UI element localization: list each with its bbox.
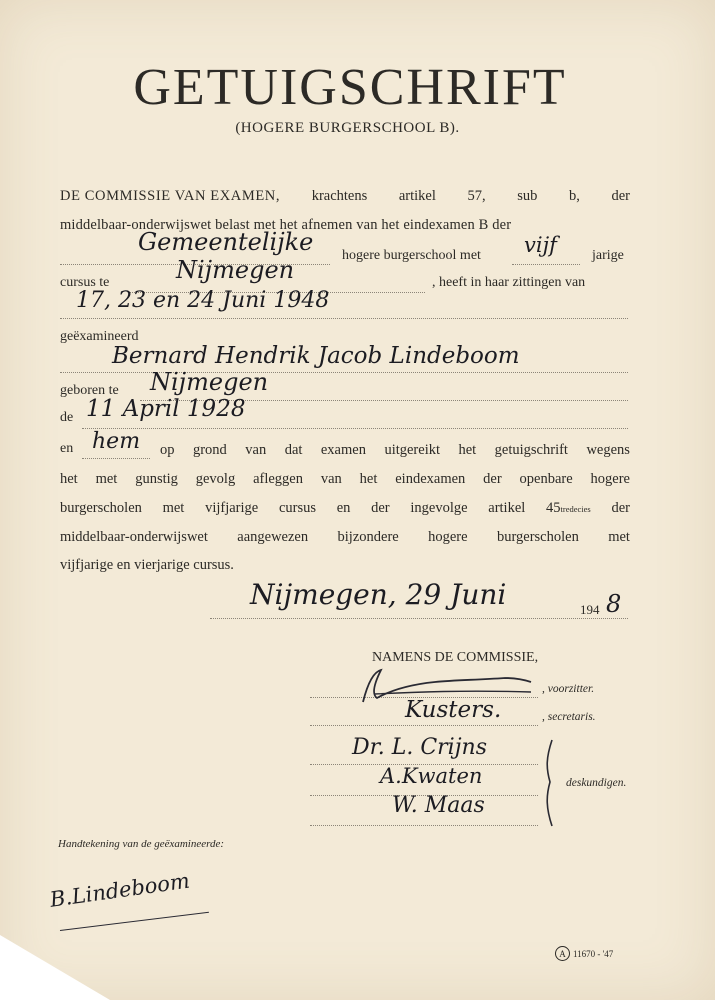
word: van	[245, 442, 267, 458]
word: het	[458, 442, 477, 458]
text-line-2: middelbaar-onderwijswet belast met het afnemen van het eindexamen B der	[60, 217, 512, 233]
handwritten-birthplace: Nijmegen	[150, 368, 269, 396]
word: middelbaar-onderwijswet	[60, 529, 208, 545]
document-title: GETUIGSCHRIFT	[133, 59, 567, 116]
commission-heading: DE COMMISSIE VAN EXAMEN,	[60, 188, 281, 204]
word: met	[95, 471, 118, 487]
word: het	[60, 471, 78, 487]
word: hogere	[428, 529, 468, 545]
candidate-signature: B.Lindeboom	[48, 868, 192, 912]
word: artikel	[398, 188, 436, 204]
word: cursus	[278, 500, 316, 516]
word: burgerscholen	[60, 500, 142, 516]
word: getuigschrift	[494, 442, 568, 458]
text-line-en-rest	[160, 442, 630, 459]
printed-year: 194	[580, 602, 600, 617]
word: der	[611, 188, 630, 204]
word: met	[162, 500, 185, 516]
fill-line	[512, 264, 580, 265]
word: der	[371, 500, 390, 516]
candidate-signature-label: Handtekening van de geëxamineerde:	[58, 838, 225, 850]
word: vijfjarige	[205, 500, 259, 516]
expert-signature-1: Dr. L. Crijns	[352, 735, 487, 760]
text-line-4-end: , heeft in haar zittingen van	[432, 275, 586, 290]
on-behalf-label: NAMENS DE COMMISSIE,	[372, 650, 539, 665]
word: der	[611, 500, 630, 516]
publisher-mark-icon: A	[555, 946, 570, 961]
word: en	[336, 500, 351, 516]
handwritten-pronoun: hem	[92, 429, 141, 454]
date-label: de	[60, 410, 74, 425]
expert-signature-2: A.Kwaten	[380, 764, 483, 788]
word: krachtens	[311, 188, 368, 204]
expert-signature-3: W. Maas	[392, 793, 485, 818]
word: aangewezen	[237, 529, 309, 545]
text-line-1	[60, 188, 630, 205]
text-line-12	[60, 529, 630, 546]
word: openbare	[519, 471, 573, 487]
word: burgerscholen	[496, 529, 579, 545]
handwritten-years: vijf	[524, 233, 557, 257]
text-line-3-end: jarige	[592, 248, 624, 263]
handwritten-issue-place-date: Nijmegen, 29 Juni	[250, 578, 507, 611]
word: ingevolge	[410, 500, 468, 516]
word: dat	[284, 442, 303, 458]
chair-label: , voorzitter.	[542, 683, 595, 695]
article-reference	[546, 500, 591, 517]
form-code	[555, 946, 613, 961]
word: examen	[320, 442, 366, 458]
word: 57,	[467, 188, 486, 204]
folded-corner	[0, 935, 110, 1000]
signature-line-expert-3	[310, 825, 538, 826]
form-code-text: 11670 - '47	[573, 948, 614, 959]
handwritten-birthdate: 11 April 1928	[86, 396, 246, 422]
word: hogere	[590, 471, 630, 487]
word: b,	[568, 188, 580, 204]
word: op	[160, 442, 175, 458]
signature-line-secretary	[310, 725, 538, 726]
word: uitgereikt	[384, 442, 441, 458]
handwritten-school-type: Gemeentelijke	[138, 228, 314, 256]
word: bijzondere	[337, 529, 399, 545]
text-line-11	[60, 500, 630, 517]
experts-bracket	[540, 738, 560, 828]
word: met	[608, 529, 630, 545]
document-subtitle: (HOGERE BURGERSCHOOL B).	[235, 120, 460, 136]
fill-line	[82, 428, 628, 429]
word: van	[320, 471, 342, 487]
examined-label: geëxamineerd	[60, 329, 139, 344]
fill-line	[60, 372, 628, 373]
secretary-label: , secretaris.	[542, 711, 596, 723]
word: grond	[192, 442, 227, 458]
text-line-3: hogere burgerschool met	[342, 248, 481, 263]
experts-label: deskundigen.	[566, 777, 627, 789]
article-number: 45	[546, 500, 561, 516]
article-suffix: tredecies	[560, 504, 591, 514]
word: artikel	[488, 500, 526, 516]
handwritten-year-digit: 8	[606, 590, 622, 618]
word: der	[483, 471, 502, 487]
secretary-signature: Kusters.	[405, 697, 502, 723]
word: afleggen	[253, 471, 303, 487]
word: het	[359, 471, 378, 487]
text-line-13: vijfjarige en vierjarige cursus.	[60, 557, 234, 573]
word: gevolg	[195, 471, 236, 487]
text-en: en	[60, 441, 74, 456]
fill-line	[60, 318, 628, 319]
text-line-4-start: cursus te	[60, 275, 110, 290]
text-line-10	[60, 471, 630, 488]
word: wegens	[586, 442, 630, 458]
handwritten-exam-dates: 17, 23 en 24 Juni 1948	[76, 288, 330, 313]
word: eindexamen	[395, 471, 466, 487]
born-label: geboren te	[60, 383, 119, 398]
fill-line	[210, 618, 628, 619]
fill-line	[82, 458, 150, 459]
word: gunstig	[135, 471, 178, 487]
handwritten-city: Nijmegen	[176, 256, 295, 284]
handwritten-candidate-name: Bernard Hendrik Jacob Lindeboom	[112, 343, 520, 369]
word: sub	[517, 188, 538, 204]
